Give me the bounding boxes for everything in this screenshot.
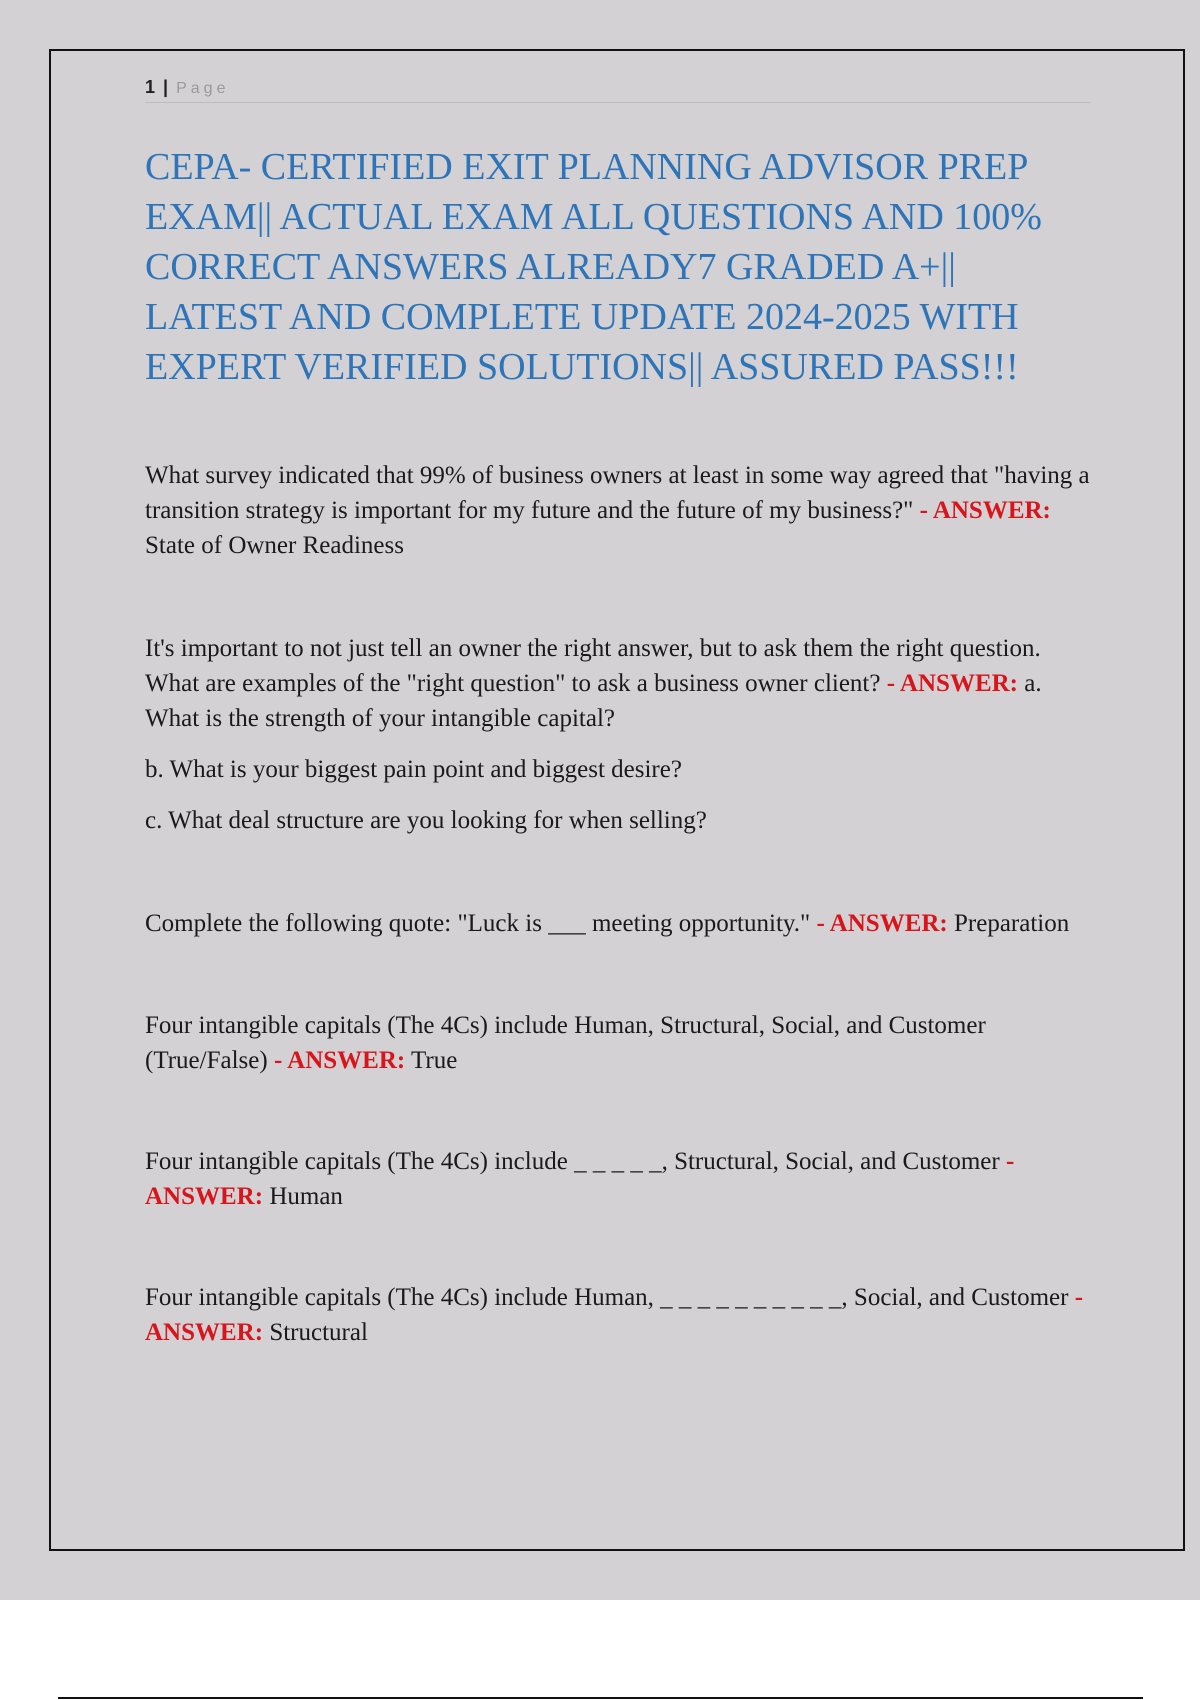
answer-text: Human — [269, 1183, 343, 1210]
page-header — [145, 74, 1090, 103]
answer-option-line: b. What is your biggest pain point and biggest desire? — [145, 756, 682, 783]
qa-item — [145, 906, 1090, 941]
answer-marker: - ANSWER: — [273, 1047, 406, 1074]
answer-text: True — [411, 1047, 458, 1074]
page-label: Page — [176, 80, 230, 97]
answer-text: a. What is the strength of your intangible capital? — [145, 670, 1042, 732]
answer-marker: - ANSWER: — [816, 910, 948, 937]
page-number: 1 — [145, 77, 156, 97]
qa-item — [145, 1144, 1090, 1214]
question-text: Four intangible capitals (The 4Cs) include _ _ _ _ _, Structural, Social, and Customer — [145, 1148, 1000, 1175]
answer-marker: - ANSWER: — [145, 1284, 1084, 1346]
answer-marker: - ANSWER: — [145, 1148, 1015, 1210]
document-title: CEPA- CERTIFIED EXIT PLANNING ADVISOR PREP EXAM|| ACTUAL EXAM ALL QUESTIONS AND 100% CORRECT ANSWERS ALREADY7 GRADED A+|| LATEST AND COMPLETE UPDATE 2024-2025 WITH EXPERT VERIFIED SOLUTIONS|| ASSURED PASS!!! — [145, 146, 1042, 388]
answer-text: Structural — [269, 1319, 368, 1346]
bottom-rule — [58, 1697, 1143, 1699]
answer-text: Preparation — [954, 910, 1070, 937]
answer-option-line: c. What deal structure are you looking for when selling? — [145, 807, 707, 834]
question-text: Complete the following quote: "Luck is ___ meeting opportunity." — [145, 910, 811, 937]
qa-item — [145, 1280, 1090, 1350]
qa-item — [145, 631, 1090, 736]
page-header-separator: | — [163, 77, 169, 97]
question-text: What survey indicated that 99% of business owners at least in some way agreed that "having a transition strategy is important for my future and the future of my business?" — [145, 462, 1090, 524]
answer-marker: - ANSWER: — [919, 497, 1051, 524]
question-text: Four intangible capitals (The 4Cs) include Human, Structural, Social, and Customer (True/False) — [145, 1012, 986, 1074]
qa-item — [145, 1008, 1090, 1078]
answer-marker: - ANSWER: — [886, 670, 1018, 697]
qa-item — [145, 458, 1090, 563]
question-text: Four intangible capitals (The 4Cs) include Human, _ _ _ _ _ _ _ _ _ _, Social, and Customer — [145, 1284, 1069, 1311]
qa-list — [145, 458, 1090, 1350]
question-text: It's important to not just tell an owner the right answer, but to ask them the right question. What are examples of the "right question" to ask a business owner client? — [145, 635, 1041, 697]
answer-text: State of Owner Readiness — [145, 532, 404, 559]
